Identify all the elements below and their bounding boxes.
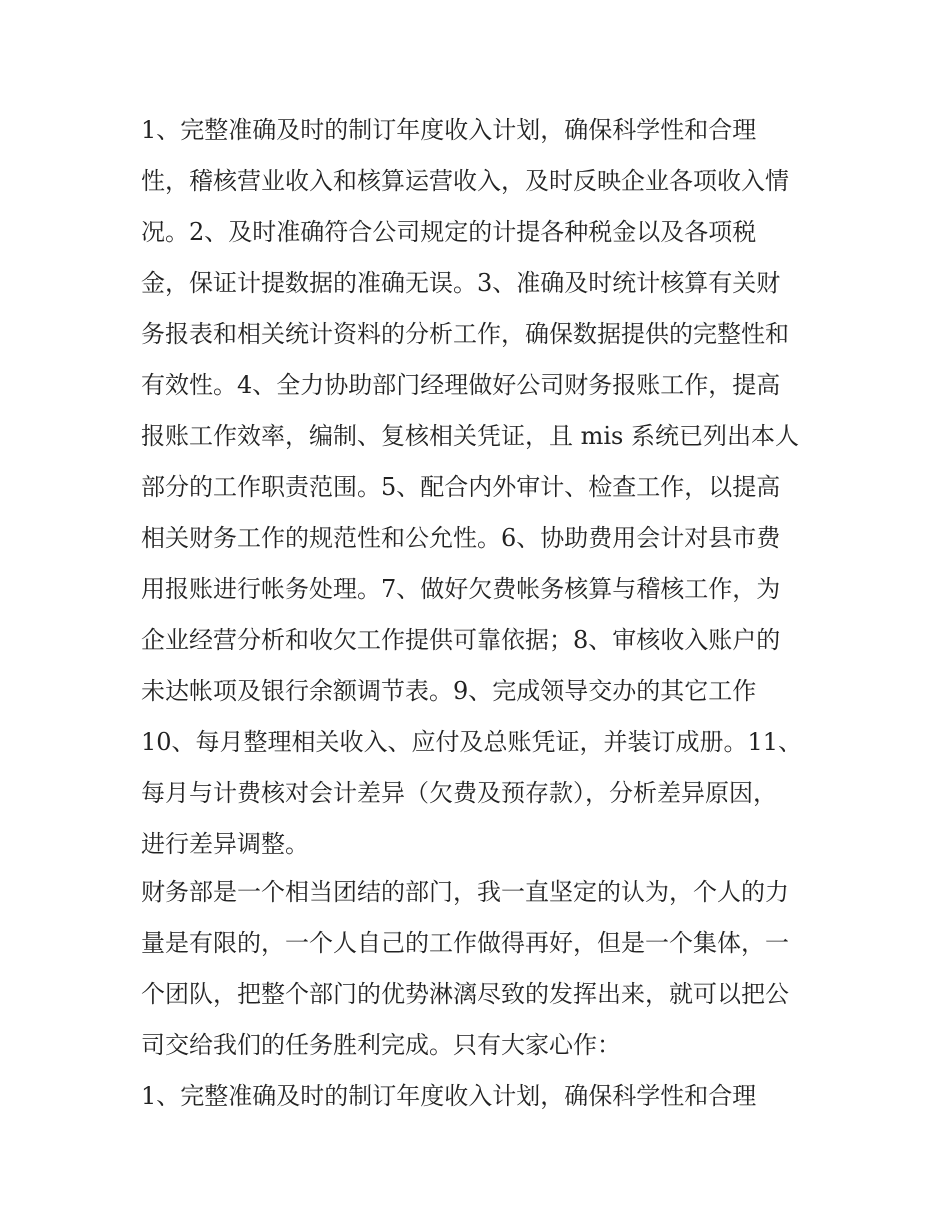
text-line: 务报表和相关统计资料的分析工作，确保数据提供的完整性和 — [141, 320, 789, 348]
text-line: 性，稽核营业收入和核算运营收入，及时反映企业各项收入情 — [141, 167, 789, 195]
text-line: 司交给我们的任务胜利完成。只有大家心作： — [141, 1031, 621, 1059]
text-line: 相关财务工作的规范性和公允性。6、协助费用会计对县市费 — [141, 524, 781, 552]
text-line: 报账工作效率，编制、复核相关凭证，且 mis 系统已列出本人 — [141, 422, 800, 450]
text-line: 况。2、及时准确符合公司规定的计提各种税金以及各项税 — [141, 218, 757, 246]
text-line: 有效性。4、全力协助部门经理做好公司财务报账工作，提高 — [141, 371, 781, 399]
text-line: 金，保证计提数据的准确无误。3、准确及时统计核算有关财 — [141, 269, 781, 297]
text-line: 1、完整准确及时的制订年度收入计划，确保科学性和合理 — [141, 116, 757, 144]
text-line: 进行差异调整。 — [141, 830, 309, 858]
text-line: 财务部是一个相当团结的部门，我一直坚定的认为，个人的力 — [141, 878, 789, 906]
text-line: 用报账进行帐务处理。7、做好欠费帐务核算与稽核工作，为 — [141, 575, 781, 603]
text-line: 未达帐项及银行余额调节表。9、完成领导交办的其它工作 — [141, 677, 757, 705]
text-line: 部分的工作职责范围。5、配合内外审计、检查工作，以提高 — [141, 473, 781, 501]
text-line: 企业经营分析和收欠工作提供可靠依据；8、审核收入账户的 — [141, 626, 781, 654]
text-line: 10、每月整理相关收入、应付及总账凭证，并装订成册。11、 — [141, 728, 803, 756]
text-line: 量是有限的，一个人自己的工作做得再好，但是一个集体，一 — [141, 929, 789, 957]
text-line: 每月与计费核对会计差异（欠费及预存款），分析差异原因， — [141, 779, 777, 807]
text-line: 个团队，把整个部门的优势淋漓尽致的发挥出来，就可以把公 — [141, 980, 789, 1008]
text-line: 1、完整准确及时的制订年度收入计划，确保科学性和合理 — [141, 1082, 757, 1110]
